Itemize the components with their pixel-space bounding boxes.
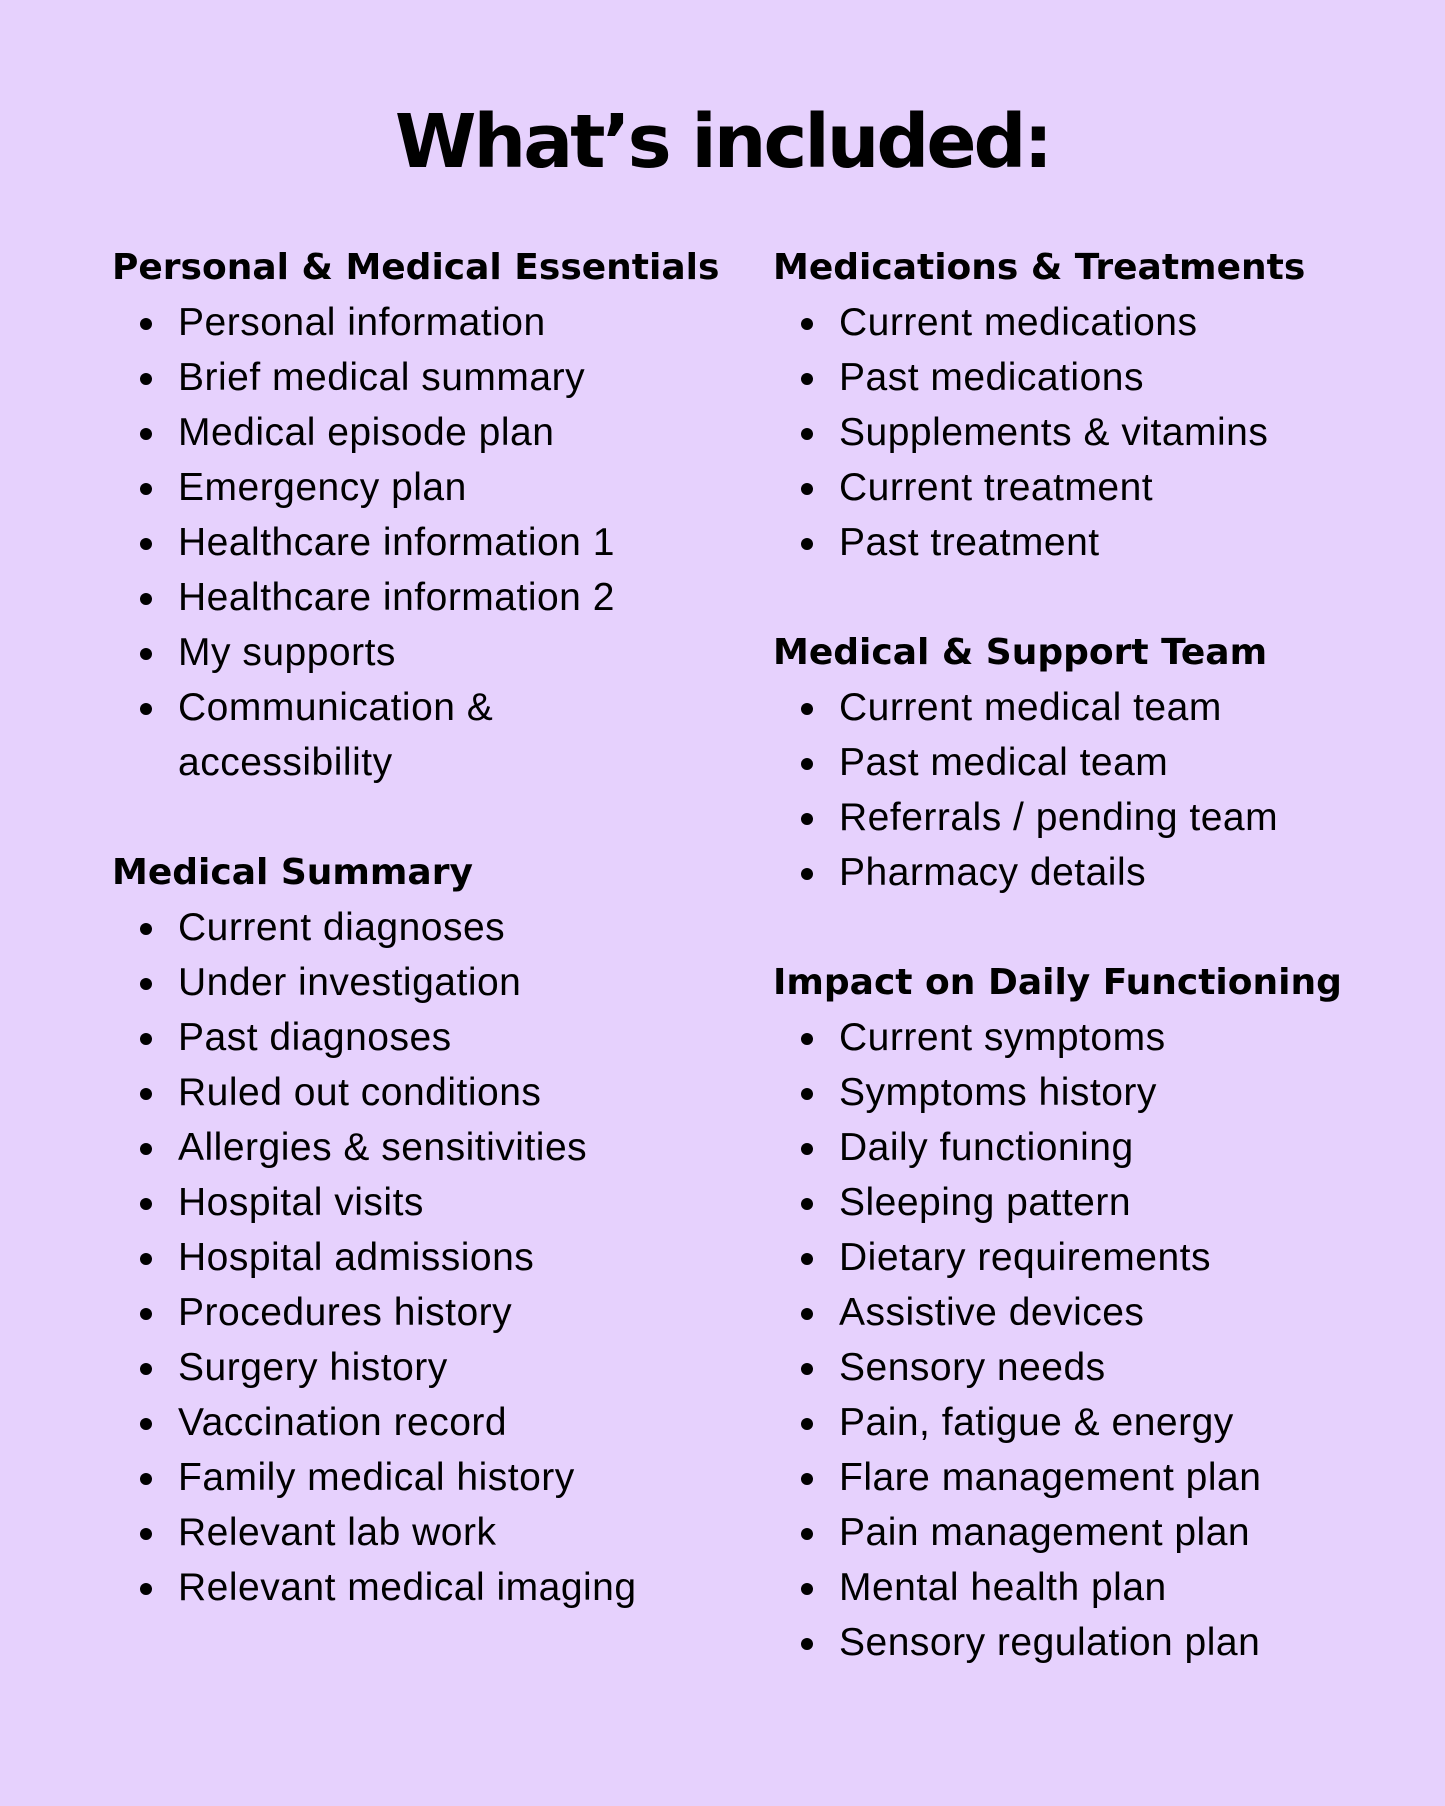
bullet-icon (801, 428, 813, 440)
bullet-icon (140, 1583, 152, 1595)
list-item (112, 955, 712, 1010)
bullet-icon (801, 538, 813, 550)
bullet-icon (140, 1253, 152, 1265)
list-item-text: Brief medical summary (178, 356, 586, 399)
list-item-text: Current diagnoses (178, 906, 506, 949)
bullet-icon (140, 373, 152, 385)
bullet-icon (140, 1033, 152, 1045)
section (112, 240, 720, 790)
bullet-icon (140, 428, 152, 440)
list-item-text: Dietary requirements (839, 1236, 1211, 1279)
section-heading: Medications & Treatments (773, 247, 1306, 288)
list-item-text: Healthcare information 1 (178, 521, 615, 564)
bullet-icon (140, 1528, 152, 1540)
list-item-text: Past medical team (839, 741, 1169, 784)
section (773, 955, 1413, 1670)
list-item (112, 405, 712, 460)
list-item (112, 570, 712, 625)
list-item (773, 405, 1413, 460)
bullet-icon (140, 1418, 152, 1430)
bullet-icon (801, 373, 813, 385)
list-item (773, 1175, 1413, 1230)
list-item (773, 1615, 1413, 1670)
list-item-text: Medical episode plan (178, 411, 555, 454)
list-item (112, 515, 712, 570)
list-item (112, 460, 712, 515)
bullet-icon (801, 1198, 813, 1210)
list-item-text: Vaccination record (178, 1401, 508, 1444)
bullet-icon (140, 1363, 152, 1375)
list-item (773, 1230, 1413, 1285)
list-item-text: Assistive devices (839, 1291, 1145, 1334)
bullet-icon (801, 1088, 813, 1100)
item-list (773, 295, 1413, 570)
list-item-text: Relevant medical imaging (178, 1566, 637, 1609)
list-item (773, 515, 1413, 570)
list-item-text: Pain, fatigue & energy (839, 1401, 1234, 1444)
bullet-icon (801, 483, 813, 495)
bullet-icon (801, 1143, 813, 1155)
list-item-text: Supplements & vitamins (839, 411, 1269, 454)
list-item-text: Sleeping pattern (839, 1181, 1132, 1224)
section-heading: Medical Summary (112, 852, 473, 893)
bullet-icon (140, 1473, 152, 1485)
list-item-text: Under investigation (178, 961, 522, 1004)
list-item (773, 1505, 1413, 1560)
list-item-text: Ruled out conditions (178, 1071, 542, 1114)
bullet-icon (140, 538, 152, 550)
list-item (112, 1450, 712, 1505)
bullet-icon (801, 1253, 813, 1265)
list-item (112, 350, 712, 405)
section-heading: Impact on Daily Functioning (773, 962, 1342, 1003)
list-item-text: Daily functioning (839, 1126, 1134, 1169)
section (112, 845, 712, 1615)
list-item-text: Procedures history (178, 1291, 513, 1334)
section (773, 625, 1413, 900)
bullet-icon (801, 868, 813, 880)
list-item-text: Pain management plan (839, 1511, 1251, 1554)
list-item-text: Past medications (839, 356, 1144, 399)
item-list (773, 1010, 1413, 1670)
list-item-text: Current treatment (839, 466, 1154, 509)
bullet-icon (801, 1308, 813, 1320)
list-item (773, 1340, 1413, 1395)
list-item (112, 1010, 712, 1065)
left-column (112, 240, 720, 1670)
bullet-icon (801, 1583, 813, 1595)
bullet-icon (801, 1363, 813, 1375)
list-item (773, 1065, 1413, 1120)
list-item (773, 735, 1413, 790)
list-item-text: Past treatment (839, 521, 1100, 564)
list-item-text: Referrals / pending team (839, 796, 1279, 839)
list-item-text: Sensory needs (839, 1346, 1106, 1389)
list-item (773, 1120, 1413, 1175)
list-item (112, 1120, 712, 1175)
list-item (112, 1175, 712, 1230)
list-item-text: Communication & accessibility (178, 686, 494, 784)
list-item-text: Symptoms history (839, 1071, 1157, 1114)
bullet-icon (801, 813, 813, 825)
bullet-icon (801, 1033, 813, 1045)
list-item-text: Surgery history (178, 1346, 448, 1389)
list-item (112, 1395, 712, 1450)
page-title: What’s included: (394, 99, 1051, 185)
bullet-icon (801, 758, 813, 770)
list-item (112, 1340, 712, 1395)
list-item (112, 625, 712, 680)
list-item (773, 1450, 1413, 1505)
list-item-text: Pharmacy details (839, 851, 1147, 894)
list-item-text: Hospital visits (178, 1181, 424, 1224)
list-item-text: Past diagnoses (178, 1016, 452, 1059)
list-item-text: Personal information (178, 301, 546, 344)
list-item (773, 350, 1413, 405)
bullet-icon (140, 1198, 152, 1210)
bullet-icon (140, 1088, 152, 1100)
list-item (773, 1285, 1413, 1340)
bullet-icon (801, 1418, 813, 1430)
list-item-text: Flare management plan (839, 1456, 1262, 1499)
bullet-icon (140, 978, 152, 990)
bullet-icon (140, 923, 152, 935)
list-item (773, 845, 1413, 900)
item-list (112, 295, 712, 790)
list-item-text: Current symptoms (839, 1016, 1166, 1059)
list-item-text: Relevant lab work (178, 1511, 497, 1554)
bullet-icon (140, 318, 152, 330)
list-item (773, 790, 1413, 845)
list-item-text: Mental health plan (839, 1566, 1167, 1609)
list-item-text: My supports (178, 631, 396, 674)
list-item-text: Current medical team (839, 686, 1222, 729)
list-item (112, 1560, 712, 1615)
list-item (773, 460, 1413, 515)
section-heading: Personal & Medical Essentials (112, 247, 720, 288)
list-item (112, 1065, 712, 1120)
list-item (773, 680, 1413, 735)
list-item-text: Current medications (839, 301, 1198, 344)
bullet-icon (140, 703, 152, 715)
bullet-icon (140, 1143, 152, 1155)
bullet-icon (140, 483, 152, 495)
list-item-text: Family medical history (178, 1456, 575, 1499)
list-item (112, 1230, 712, 1285)
list-item (112, 1505, 712, 1560)
list-item (112, 680, 712, 790)
list-item (112, 900, 712, 955)
list-item-text: Hospital admissions (178, 1236, 535, 1279)
list-item (773, 1560, 1413, 1615)
section (773, 240, 1413, 570)
list-item (112, 295, 712, 350)
list-item (773, 1010, 1413, 1065)
list-item-text: Healthcare information 2 (178, 576, 615, 619)
bullet-icon (140, 648, 152, 660)
right-column (773, 240, 1413, 1725)
bullet-icon (801, 703, 813, 715)
list-item (773, 1395, 1413, 1450)
list-item-text: Sensory regulation plan (839, 1621, 1261, 1664)
section-heading: Medical & Support Team (773, 632, 1268, 673)
list-item (112, 1285, 712, 1340)
bullet-icon (801, 318, 813, 330)
bullet-icon (801, 1638, 813, 1650)
item-list (112, 900, 712, 1615)
list-item-text: Emergency plan (178, 466, 467, 509)
bullet-icon (140, 593, 152, 605)
item-list (773, 680, 1413, 900)
list-item (773, 295, 1413, 350)
bullet-icon (801, 1473, 813, 1485)
bullet-icon (140, 1308, 152, 1320)
list-item-text: Allergies & sensitivities (178, 1126, 588, 1169)
bullet-icon (801, 1528, 813, 1540)
